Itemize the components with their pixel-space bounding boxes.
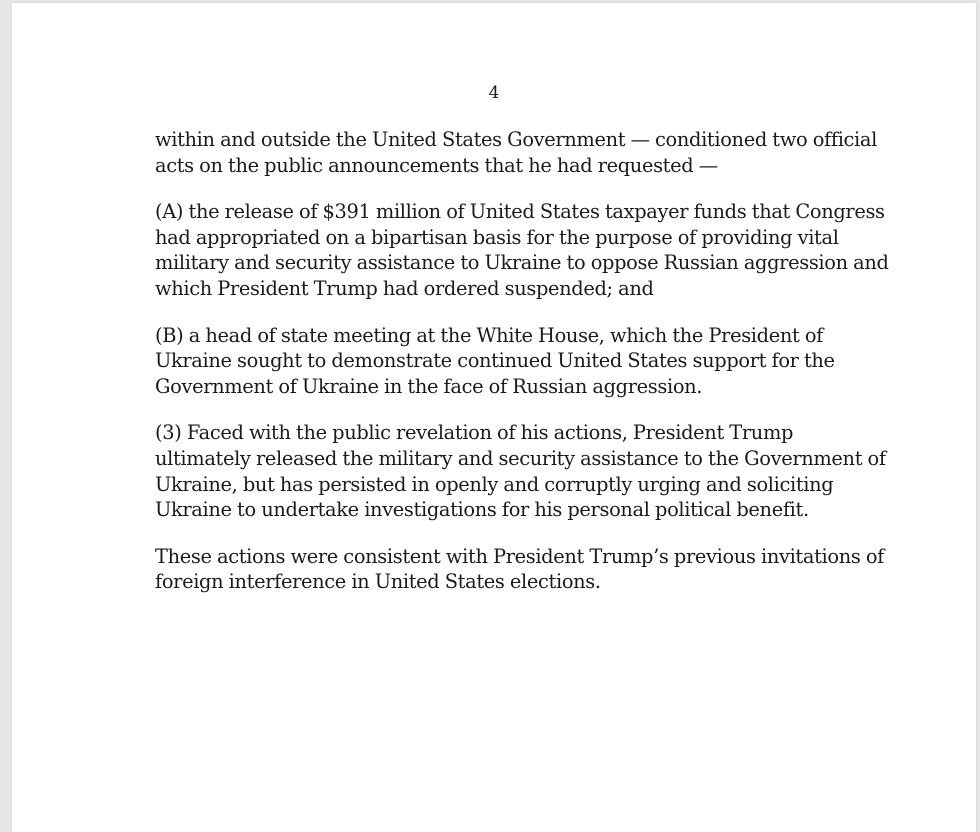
paragraph-item-a bbox=[155, 199, 889, 301]
paragraph-item-3 bbox=[155, 420, 886, 522]
paragraph-item-b bbox=[155, 323, 855, 400]
text-line: These actions were consistent with President Trump’s previous invitations of bbox=[155, 544, 884, 568]
text-line: Ukraine to undertake investigations for his personal political benefit. bbox=[155, 498, 809, 522]
paragraph-continuation bbox=[155, 127, 877, 178]
text-line: acts on the public announcements that he had requested — bbox=[155, 153, 718, 177]
text-line: Ukraine sought to demonstrate continued United States support for the bbox=[155, 349, 835, 373]
text-line: Ukraine, but has persisted in openly and corruptly urging and soliciting bbox=[155, 472, 834, 496]
text-line: foreign interference in United States elections. bbox=[155, 570, 601, 594]
text-line: within and outside the United States Government — conditioned two official bbox=[155, 128, 877, 151]
text-line: (B) a head of state meeting at the White House, which the President of bbox=[155, 323, 823, 347]
text-line: military and security assistance to Ukraine to oppose Russian aggression and bbox=[155, 251, 889, 275]
document-page bbox=[12, 3, 976, 832]
text-line: which President Trump had ordered suspended; and bbox=[155, 276, 654, 300]
page-number: 4 bbox=[488, 83, 500, 103]
text-line: had appropriated on a bipartisan basis for the purpose of providing vital bbox=[155, 225, 839, 249]
document-body bbox=[155, 127, 889, 616]
text-line: ultimately released the military and security assistance to the Government of bbox=[155, 446, 886, 470]
text-line: (3) Faced with the public revelation of his actions, President Trump bbox=[155, 421, 794, 445]
text-line: Government of Ukraine in the face of Russian aggression. bbox=[155, 374, 703, 398]
text-line: (A) the release of $391 million of United States taxpayer funds that Congress bbox=[155, 200, 885, 224]
paragraph-conclusion bbox=[155, 544, 884, 595]
